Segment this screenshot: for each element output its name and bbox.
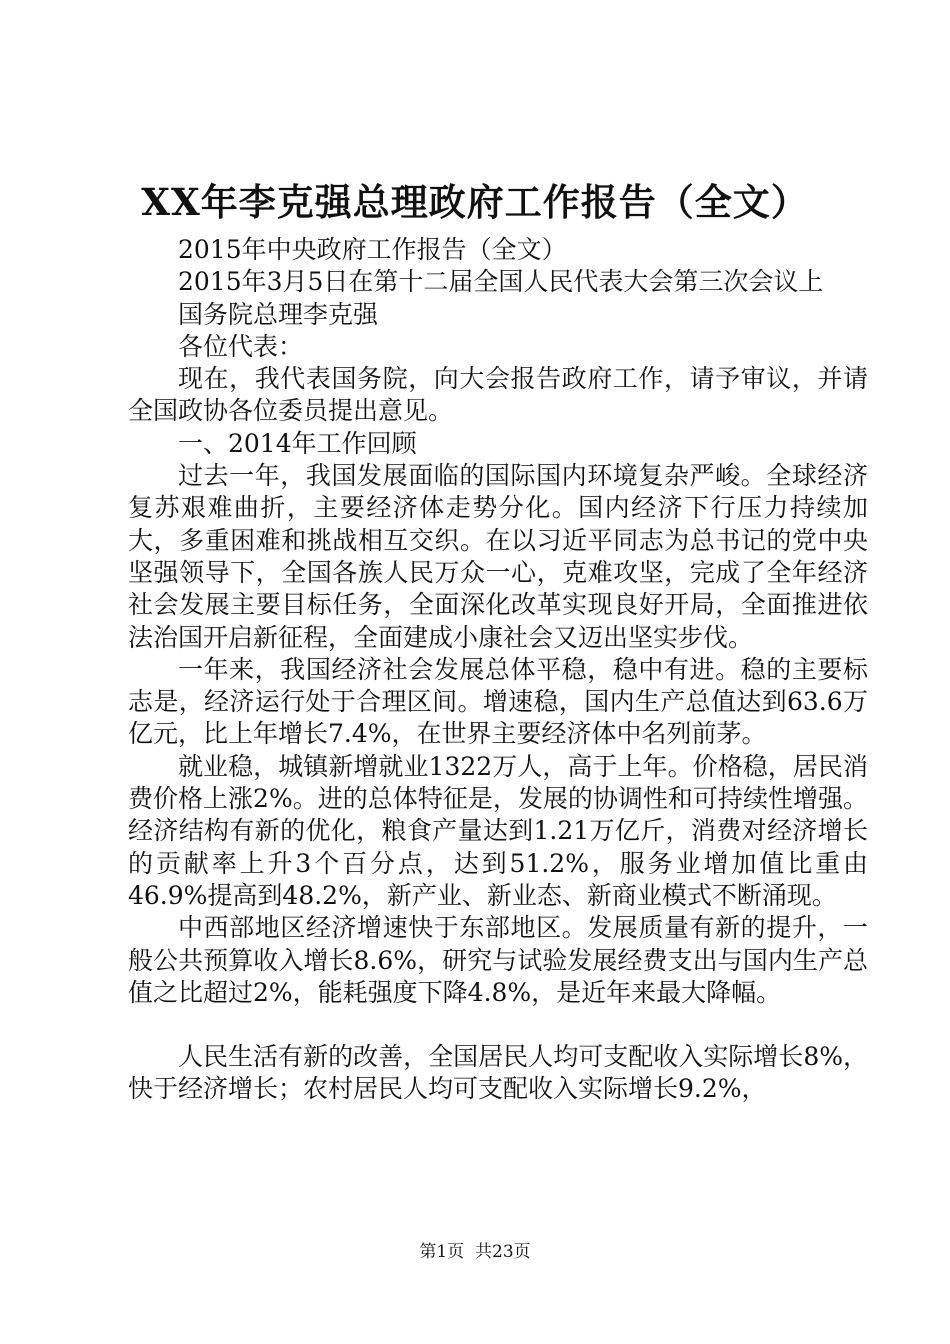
paragraph-report-name: 2015年中央政府工作报告（全文）: [178, 235, 567, 264]
paragraph-livelihood: 人民生活有新的改善，全国居民人均可支配收入实际增长8%，快于经济增长；农村居民人均可支配收入实际增长9.2%，: [128, 1042, 868, 1104]
paragraph-employment: 就业稳，城镇新增就业1322万人，高于上年。价格稳，居民消费价格上涨2%。进的总体特征是，发展的协调性和可持续性增强。经济结构有新的优化，粮食产量达到1.21万亿斤，消费对经济增长的贡献率上升3个百分点，达到51.2%，服务业增加值比重由46.9%提高到48.2%，新产业、新业态、新商业模式不断涌现。: [128, 751, 868, 910]
page-number: 第1页: [419, 1242, 465, 1262]
paragraph-review: 过去一年，我国发展面临的国际国内环境复杂严峻。全球经济复苏艰难曲折，主要经济体走势分化。国内经济下行压力持续加大，多重困难和挑战相互交织。在以习近平同志为总书记的党中央坚强领导下，全国各族人民万众一心，克难攻坚，完成了全年经济社会发展主要目标任务，全面深化改革实现良好开局，全面推进依法治国开启新征程，全面建成小康社会又迈出坚实步伐。: [128, 461, 868, 652]
paragraph-regional: 中西部地区经济增速快于东部地区。发展质量有新的提升，一般公共预算收入增长8.6%，研究与试验发展经费支出与国内生产总值之比超过2%，能耗强度下降4.8%，是近年来最大降幅。: [128, 913, 868, 1007]
page-total: 共23页: [475, 1242, 531, 1262]
section-heading: 一、2014年工作回顾: [178, 428, 417, 458]
paragraph-opening: 现在，我代表国务院，向大会报告政府工作，请予审议，并请全国政协各位委员提出意见。: [128, 364, 868, 426]
paragraph-date-venue: 2015年3月5日在第十二届全国人民代表大会第三次会议上: [178, 267, 824, 297]
paragraph-salutation: 各位代表：: [178, 331, 304, 361]
paragraph-stability: 一年来，我国经济社会发展总体平稳，稳中有进。稳的主要标志是，经济运行处于合理区间。增速稳，国内生产总值达到63.6万亿元，比上年增长7.4%，在世界主要经济体中名列前茅。: [128, 654, 868, 749]
paragraph-speaker: 国务院总理李克强: [178, 299, 379, 329]
document-body: [128, 234, 868, 1106]
page-footer: [0, 1240, 950, 1264]
document-title: XX年李克强总理政府工作报告（全文）: [141, 180, 809, 224]
